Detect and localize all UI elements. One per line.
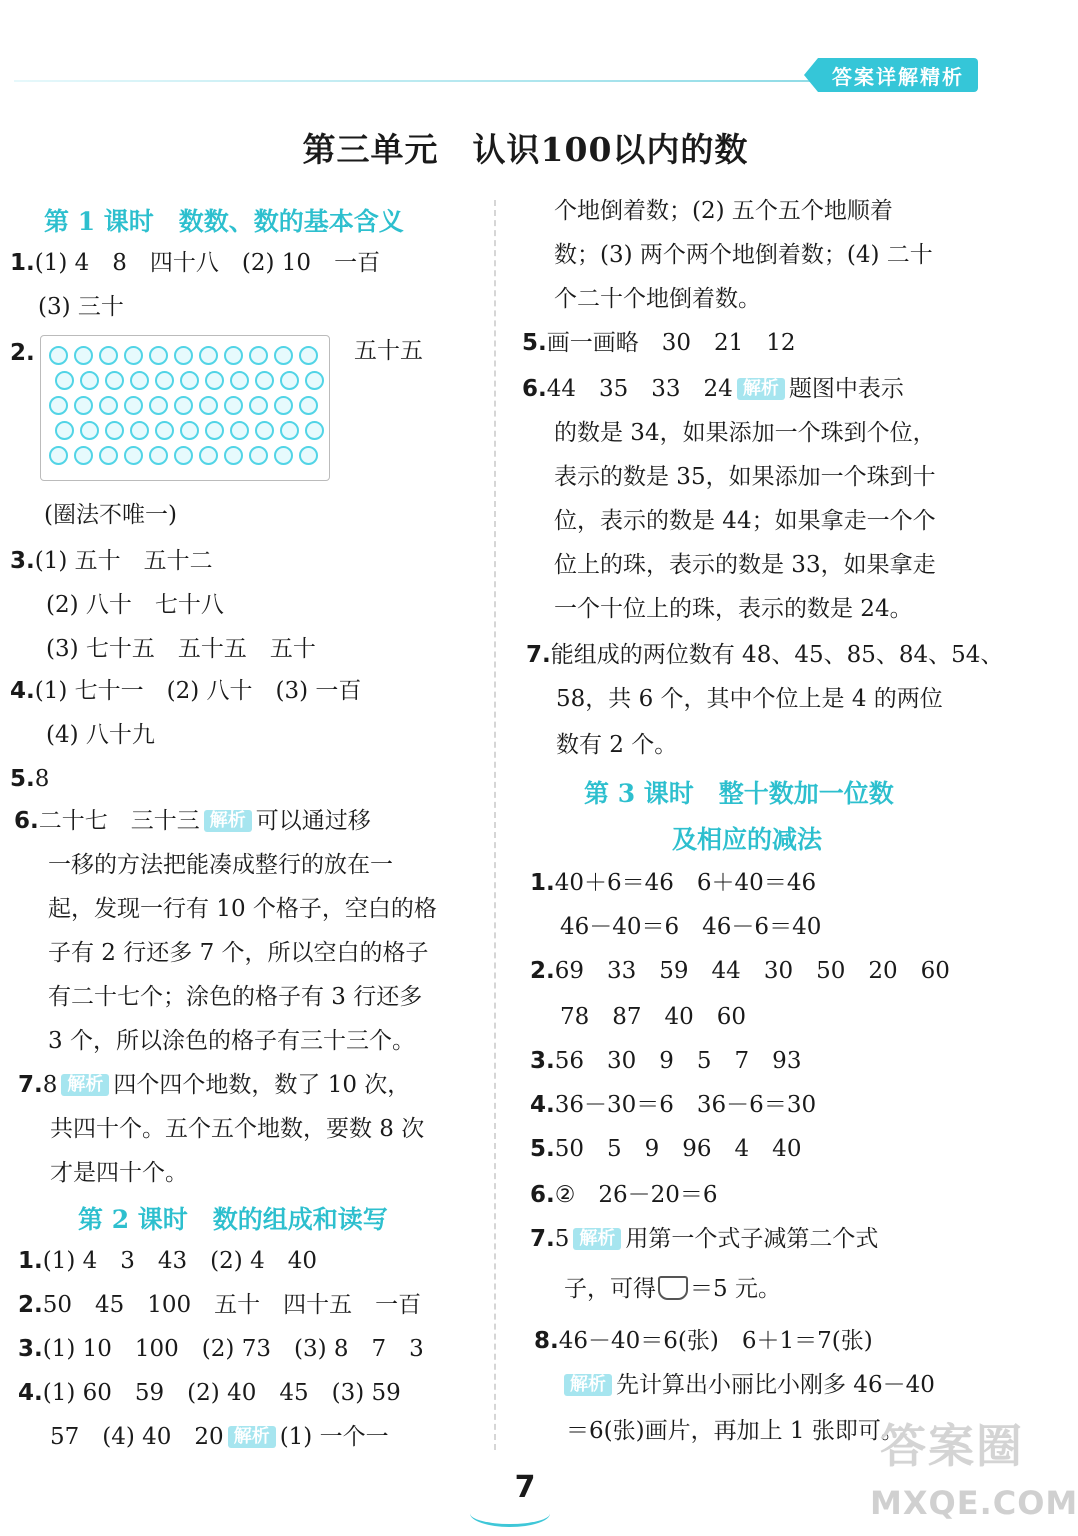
bead [80, 371, 99, 390]
bead [55, 421, 74, 440]
analysis-6r-line-6: 一个十位上的珠，表示的数是 24。 [554, 596, 913, 622]
bead [105, 371, 124, 390]
bead [299, 396, 318, 415]
answer-4-cont: (4) 八十九 [46, 722, 155, 748]
cup-icon [658, 1276, 688, 1300]
lesson2-answer-4-cont: 57 (4) 40 20 解析 (1) 一个一 [50, 1424, 389, 1450]
bead [199, 446, 218, 465]
analysis-6-line-5: 有二十七个；涂色的格子有 3 行还多 [48, 984, 423, 1010]
lesson3-answer-7-cont: 子，可得 ＝5 元。 [564, 1276, 781, 1302]
bead [174, 346, 193, 365]
bead [74, 346, 93, 365]
header-rule [14, 80, 824, 82]
bead [130, 371, 149, 390]
page-number: 7 [514, 1470, 536, 1505]
lesson2-answer-4: 4.(1) 60 59 (2) 40 45 (3) 59 [18, 1380, 401, 1406]
bead [124, 346, 143, 365]
answer-2-value: 五十五 [354, 338, 423, 364]
answer-3-cont-1: (2) 八十 七十八 [46, 592, 224, 618]
bead [49, 396, 68, 415]
lesson3-answer-1-cont: 46－40＝6 46－6＝40 [560, 914, 822, 940]
bead [199, 396, 218, 415]
bead [274, 346, 293, 365]
bead [224, 396, 243, 415]
bead [205, 421, 224, 440]
bead [149, 346, 168, 365]
answer-5: 5.8 [10, 766, 50, 792]
section-title-lesson-3-cont: 及相应的减法 [672, 825, 823, 854]
lesson3-analysis-8: 解析 先计算出小丽比小刚多 46－40 [560, 1370, 935, 1400]
bead [249, 346, 268, 365]
bead [249, 446, 268, 465]
analysis-tag: 解析 [573, 1228, 621, 1250]
answer-7-right-cont-1: 58，共 6 个，其中个位上是 4 的两位 [556, 686, 943, 712]
answer-6-right: 6.44 35 33 24 解析 题图中表示 [522, 376, 904, 402]
answer-6: 6.二十七 三十三 解析 可以通过移 [14, 808, 371, 834]
answer-4: 4.(1) 七十一 (2) 八十 (3) 一百 [10, 678, 362, 704]
lesson3-answer-2-cont: 78 87 40 60 [560, 1004, 747, 1030]
answer-7: 7.8 解析 四个四个地数，数了 10 次， [18, 1072, 411, 1098]
bead [49, 446, 68, 465]
bead [55, 371, 74, 390]
right-cont-line-2: 数；(3) 两个两个地倒着数；(4) 二十 [554, 242, 933, 268]
section-title-lesson-1: 第 1 课时 数数、数的基本含义 [44, 207, 404, 236]
bead [74, 446, 93, 465]
analysis-6r-line-4: 位，表示的数是 44；如果拿走一个个 [554, 508, 936, 534]
answer-1: 1.(1) 4 8 四十八 (2) 10 一百 [10, 250, 381, 276]
bead [149, 446, 168, 465]
answer-3: 3.(1) 五十 五十二 [10, 548, 213, 574]
bead [180, 421, 199, 440]
bead [224, 446, 243, 465]
lesson3-answer-5: 5.50 5 9 96 4 40 [530, 1136, 802, 1162]
analysis-6-line-6: 3 个，所以涂色的格子有三十三个。 [48, 1028, 415, 1054]
bead [255, 421, 274, 440]
bead [230, 371, 249, 390]
bead [299, 346, 318, 365]
bead [99, 446, 118, 465]
lesson2-answer-2: 2.50 45 100 五十 四十五 一百 [18, 1292, 422, 1318]
answer-1-cont: (3) 三十 [38, 294, 124, 320]
lesson3-answer-6: 6.② 26－20＝6 [530, 1182, 718, 1208]
lesson3-answer-7: 7.5 解析 用第一个式子减第二个式 [530, 1226, 879, 1252]
answer-3-cont-2: (3) 七十五 五十五 五十 [46, 636, 316, 662]
analysis-7-line-2: 共四十个。五个五个地数，要数 8 次 [50, 1116, 425, 1142]
bead [99, 346, 118, 365]
answer-5-right: 5.画一画略 30 21 12 [522, 330, 796, 356]
page-number-decoration [470, 1500, 550, 1527]
analysis-6-line-4: 子有 2 行还多 7 个，所以空白的格子 [48, 940, 429, 966]
bead [280, 421, 299, 440]
column-divider [494, 200, 496, 1450]
answer-7-right: 7.能组成的两位数有 48、45、85、84、54、 [526, 642, 1004, 668]
bead [224, 346, 243, 365]
bead [49, 346, 68, 365]
bead [155, 421, 174, 440]
unit-title: 第三单元 认识100以内的数 [302, 130, 749, 169]
bead [299, 446, 318, 465]
analysis-6-line-3: 起，发现一行有 10 个格子，空白的格 [48, 896, 437, 922]
lesson2-answer-3: 3.(1) 10 100 (2) 73 (3) 8 7 3 [18, 1336, 424, 1362]
analysis-7-line-3: 才是四十个。 [50, 1160, 188, 1186]
analysis-6r-line-3: 表示的数是 35，如果添加一个珠到十 [554, 464, 936, 490]
bead [199, 346, 218, 365]
bead [155, 371, 174, 390]
watermark-url: MXQE.COM [870, 1484, 1078, 1522]
watermark-text: 答案圈 [880, 1419, 1024, 1473]
bead [99, 396, 118, 415]
lesson2-answer-1: 1.(1) 4 3 43 (2) 4 40 [18, 1248, 317, 1274]
lesson3-answer-4: 4.36－30＝6 36－6＝30 [530, 1092, 817, 1118]
bead [230, 421, 249, 440]
analysis-tag: 解析 [61, 1074, 109, 1096]
answer-2-note: (圈法不唯一) [44, 502, 177, 528]
bead [274, 396, 293, 415]
bead [74, 396, 93, 415]
bead [174, 446, 193, 465]
bead [130, 421, 149, 440]
bead [280, 371, 299, 390]
analysis-6r-line-2: 的数是 34，如果添加一个珠到个位， [554, 420, 936, 446]
lesson3-answer-3: 3.56 30 9 5 7 93 [530, 1048, 802, 1074]
bead [255, 371, 274, 390]
bead [205, 371, 224, 390]
section-title-lesson-3: 第 3 课时 整十数加一位数 [584, 779, 894, 808]
watermark-logo [870, 1410, 1078, 1530]
bead [149, 396, 168, 415]
analysis-tag: 解析 [737, 378, 785, 400]
right-cont-line-1: 个地倒着数；(2) 五个五个地顺着 [554, 198, 893, 224]
bead [274, 446, 293, 465]
right-cont-line-3: 个二十个地倒着数。 [554, 286, 761, 312]
header-tag: 答案详解精析 [818, 58, 978, 92]
bead [124, 446, 143, 465]
lesson3-answer-8: 8.46－40＝6(张) 6＋1＝7(张) [534, 1328, 873, 1354]
bead [80, 421, 99, 440]
lesson3-analysis-8-cont: ＝6(张)画片，再加上 1 张即可。 [566, 1418, 904, 1444]
bead-circle-diagram [40, 335, 330, 481]
bead [305, 421, 324, 440]
bead [249, 396, 268, 415]
lesson3-answer-1: 1.40＋6＝46 6＋40＝46 [530, 870, 817, 896]
analysis-6r-line-5: 位上的珠，表示的数是 33，如果拿走 [554, 552, 936, 578]
analysis-tag: 解析 [204, 810, 252, 832]
bead [180, 371, 199, 390]
bead [124, 396, 143, 415]
section-title-lesson-2: 第 2 课时 数的组成和读写 [78, 1205, 388, 1234]
answer-7-right-cont-2: 数有 2 个。 [556, 732, 678, 758]
answer-2-label: 2. [10, 340, 35, 366]
analysis-tag: 解析 [564, 1374, 612, 1396]
lesson3-answer-2: 2.69 33 59 44 30 50 20 60 [530, 958, 950, 984]
bead [174, 396, 193, 415]
analysis-6-line-2: 一移的方法把能凑成整行的放在一 [48, 852, 393, 878]
bead [305, 371, 324, 390]
analysis-tag: 解析 [228, 1426, 276, 1448]
bead [105, 421, 124, 440]
